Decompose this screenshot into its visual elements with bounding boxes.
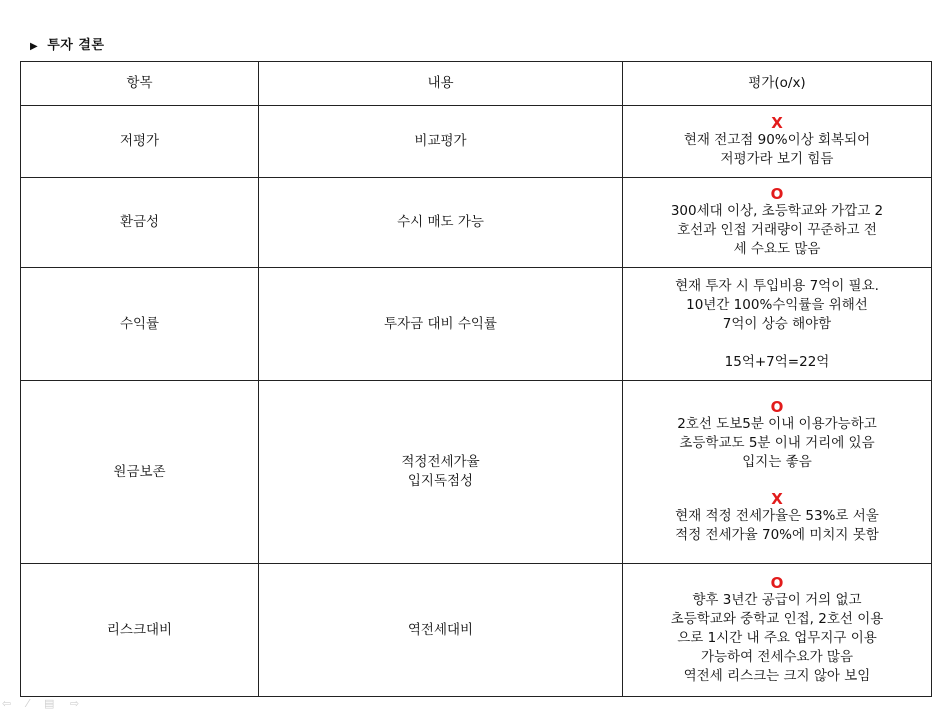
evaluation-cell [623,564,932,697]
table-row [21,564,932,697]
evaluation-line: 적정 전세가율 70%에 미치지 못함 [675,527,879,543]
item-cell: 리스크대비 [21,564,259,697]
x-mark: X [771,490,783,508]
item-cell: 저평가 [21,106,259,178]
content-line: 투자금 대비 수익률 [384,315,497,332]
evaluation-line: 가능하여 전세수요가 많음 [700,648,854,665]
table-body [21,106,932,697]
item-cell: 원금보존 [21,381,259,564]
evaluation-line: 300세대 이상, 초등학교와 가깝고 2 [670,203,884,219]
evaluation-line: 향후 3년간 공급이 거의 없고 [692,591,862,608]
x-mark: X [771,113,783,132]
evaluation-cell [623,106,932,178]
evaluation-cell [623,178,932,268]
evaluation-line: 역전세 리스크는 크지 않아 보임 [683,667,871,684]
evaluation-line: 초등학교와 중학교 인접, 2호선 이용 [670,610,884,627]
evaluation-line: 현재 투자 시 투입비용 7억이 필요. [675,277,879,294]
content-cell [259,178,623,268]
table-header-row [21,62,932,106]
content-cell [259,106,623,178]
evaluation-line: 현재 전고점 90%이상 회복되어 [683,131,871,148]
table-row [21,268,932,381]
o-mark: O [770,573,784,592]
header-item: 항목 [21,62,259,106]
evaluation-cell [623,381,932,564]
table-row [21,381,932,564]
item-cell: 수익률 [21,268,259,381]
content-line: 비교평가 [414,133,467,149]
evaluation-line [629,334,925,353]
o-mark: O [770,398,784,416]
investment-conclusion-table [20,61,932,697]
content-line: 수시 매도 가능 [397,214,484,230]
evaluation-line: 2호선 도보5분 이내 이용가능하고 [677,416,877,432]
evaluation-line: 10년간 100%수익률을 위해선 [686,296,868,313]
content-cell [259,268,623,381]
section-title-text: 투자 결론 [47,38,105,53]
table-row [21,106,932,178]
content-line: 역전세대비 [407,621,474,638]
evaluation-line: 으로 1시간 내 주요 업무지구 이용 [677,629,877,646]
content-cell [259,564,623,697]
evaluation-line: 현재 적정 전세가율은 53%로 서울 [675,508,879,524]
evaluation-line: 15억+7억=22억 [724,353,830,370]
section-title [30,34,105,53]
header-evaluation: 평가(o/x) [623,62,932,106]
faded-toolbar-icons: ⇦ ⁄ ▤ ⇨ [2,697,86,710]
o-mark: O [770,185,784,203]
evaluation-line: 호선과 인접 거래량이 꾸준하고 전 [677,222,877,238]
table-row [21,178,932,268]
item-cell: 환금성 [21,178,259,268]
content-line: 적정전세가율 [401,454,480,470]
content-line: 입지독점성 [407,473,474,489]
evaluation-line: 초등학교도 5분 이내 거리에 있음 [679,435,875,451]
content-cell [259,381,623,564]
header-content: 내용 [259,62,623,106]
evaluation-line: 입지는 좋음 [742,454,812,470]
evaluation-line: 세 수요도 많음 [733,241,821,257]
evaluation-line: 7억이 상승 해야함 [722,315,832,332]
triangle-bullet-icon: ▶ [30,41,39,52]
evaluation-line: 저평가라 보기 힘듬 [720,150,834,167]
evaluation-cell [623,268,932,381]
